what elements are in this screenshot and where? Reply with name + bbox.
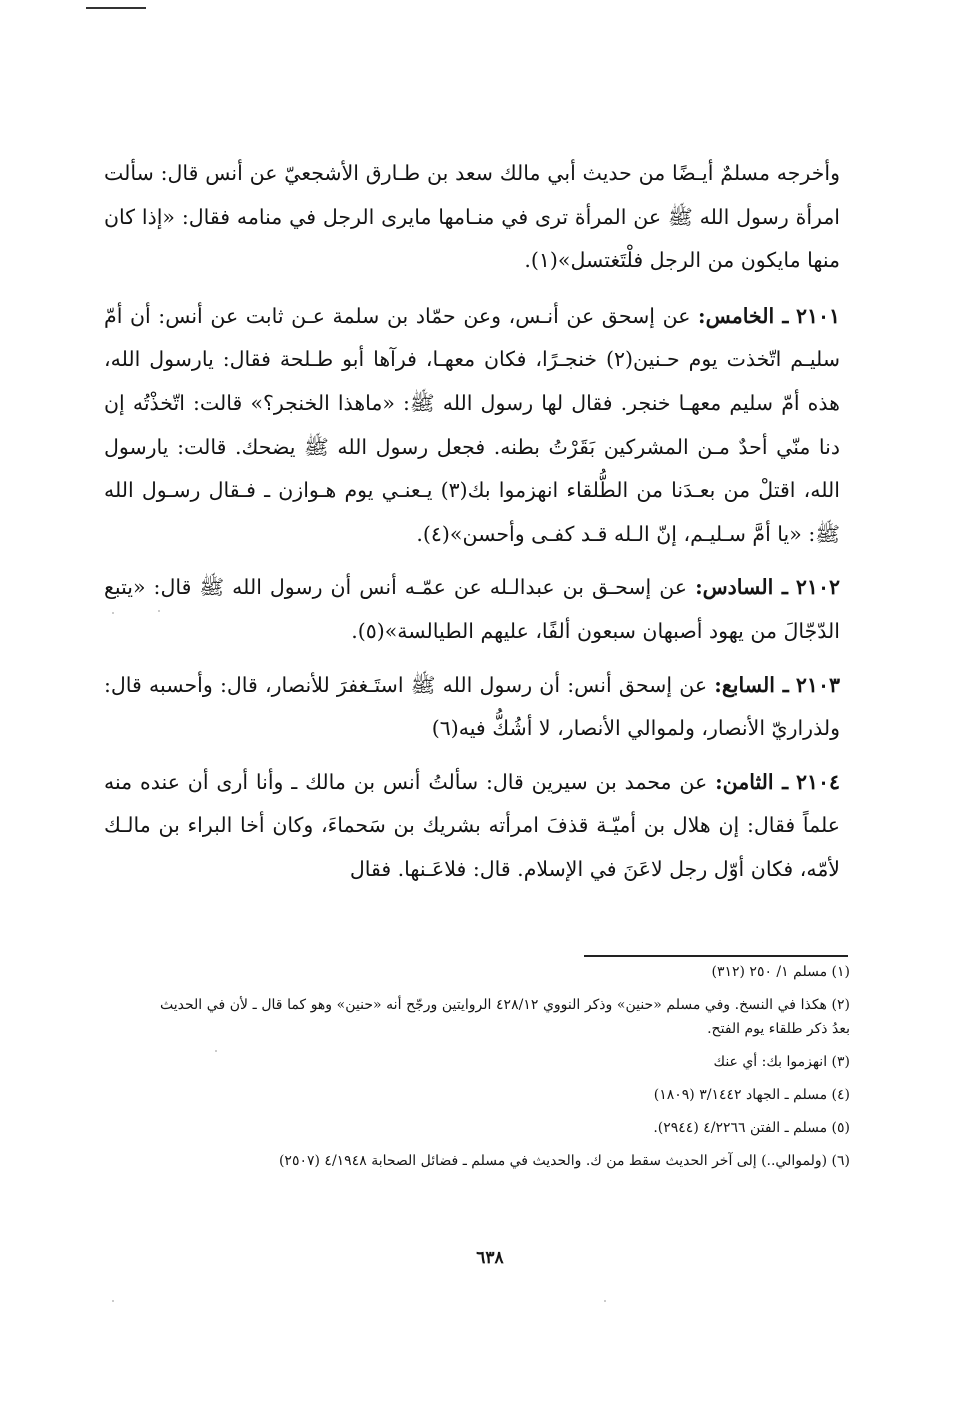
footnote-2: (٢) هكذا في النسخ. وفي مسلم «حنين» وذكر النووي ٤٢٨/١٢ الروايتين ورجّح أنه «حنين» وهو كما قال ـ لأن في الحديث بعدُ ذكر طلقاء يوم الفتح. <box>160 997 850 1037</box>
footnote-separator <box>584 955 848 957</box>
hadith-label: ـ السادس: <box>695 575 788 600</box>
hadith-2103 <box>104 664 840 751</box>
paragraph-intro <box>104 152 840 283</box>
paragraph-text: وأخرجه مسلمٌ أيـضًا من حديث أبي مالك سعد بن طـارق الأشجعيّ عن أنس قال: سألت امرأة رسول الله ﷺ عن المرأة ترى في منـامها مايرى الرجل في منامه فقال: «إذا كان منها مايكون من الرجل فلْتَغتسل»(١). <box>104 161 840 273</box>
hadith-number: ٢١٠٤ <box>795 769 840 794</box>
hadith-label: ـ الثامن: <box>715 769 789 794</box>
hadith-number: ٢١٠٣ <box>795 672 840 697</box>
footnote-6: (٦) (ولموالي..) إلى آخر الحديث سقط من ك. والحديث في مسلم ـ فضائل الصحابة ٤/١٩٤٨ (٢٥٠٧) <box>278 1153 850 1169</box>
scan-speck <box>112 1300 114 1302</box>
footnotes <box>160 960 850 1182</box>
footnote-1: (١) مسلم ١/ ٢٥٠ (٣١٢) <box>711 964 850 980</box>
scan-speck <box>158 610 160 612</box>
hadith-2102 <box>104 566 840 653</box>
hadith-label: ـ الخامس: <box>698 303 789 328</box>
hadith-label: ـ السابع: <box>714 672 789 697</box>
footnote-4: (٤) مسلم ـ الجهاد ٣/١٤٤٢ (١٨٠٩) <box>653 1087 850 1103</box>
hadith-text: عن إسحق أنس: أن رسول الله ﷺ استَـغفرَ للأنصار، قال: وأحسبه قال: ولذراريّ الأنصار، ولموالي الأنصار، لا أشُكُّ فيه(٦) <box>104 672 840 741</box>
top-edge-rule <box>86 7 146 9</box>
hadith-text: عن إسحـق بن عبدالـله عن عمّـه أنس أن رسول الله ﷺ قال: «يتبع الدّجّالَ من يهود أصبهان سبعون ألفًا، عليهم الطيالسة»(٥). <box>104 575 840 643</box>
footnote-3: (٣) انهزموا بك: أي عنك <box>713 1054 850 1070</box>
hadith-number: ٢١٠١ <box>795 303 840 328</box>
scan-speck <box>215 1050 217 1052</box>
hadith-2101 <box>104 295 840 557</box>
scan-speck <box>112 612 114 614</box>
scan-speck <box>604 1300 606 1302</box>
hadith-text: عن إسحق عن أنـس، وعن حمّاد بن سلمة عـن ثابت عن أنس: أن أمّ سليـم اتّخذت يوم حـنين(٢) خنجـرًا، فكان معهـا، فرآها أبو طـلحة فقال: يارسول الله، هذه أمّ سليم معهـا خنجر. فقال لها رسول الله ﷺ: «ماهذا الخنجر؟» قالت: اتّخذْتُه إن دنا منّي أحدٌ مـن المشركين بَقَرْتُ بطنه. فجعل رسول الله ﷺ يضحك. قالت: يارسول الله، اقتلْ من بعـدَنا من الطُّلقاء انهزموا بك(٣) يـعنـي يوم هـوازن ـ فـقال رسـول الله ﷺ: «يا أمَّ سـليـم، إنّ الـله قـد كفـى وأحسن»(٤). <box>104 303 840 546</box>
hadith-number: ٢١٠٢ <box>795 575 840 600</box>
footnote-5: (٥) مسلم ـ الفتن ٤/٢٢٦٦ (٢٩٤٤). <box>653 1120 850 1136</box>
hadith-text: عن محمد بن سيرين قال: سألتُ أنس بن مالك ـ وأنا أرى أن عنده منه علماً فقال: إن هلال بن أميّـة قذفَ امرأته بشريك بن سَحماءَ، وكان أخا البراء بن مالـك لأمّه، فكان أوّل رجل لاعَنَ في الإسلام. قال: فلاعَـنها. فقال <box>104 769 840 881</box>
page-number: ٦٣٨ <box>476 1248 504 1268</box>
hadith-2104 <box>104 761 840 892</box>
main-text <box>104 152 840 902</box>
